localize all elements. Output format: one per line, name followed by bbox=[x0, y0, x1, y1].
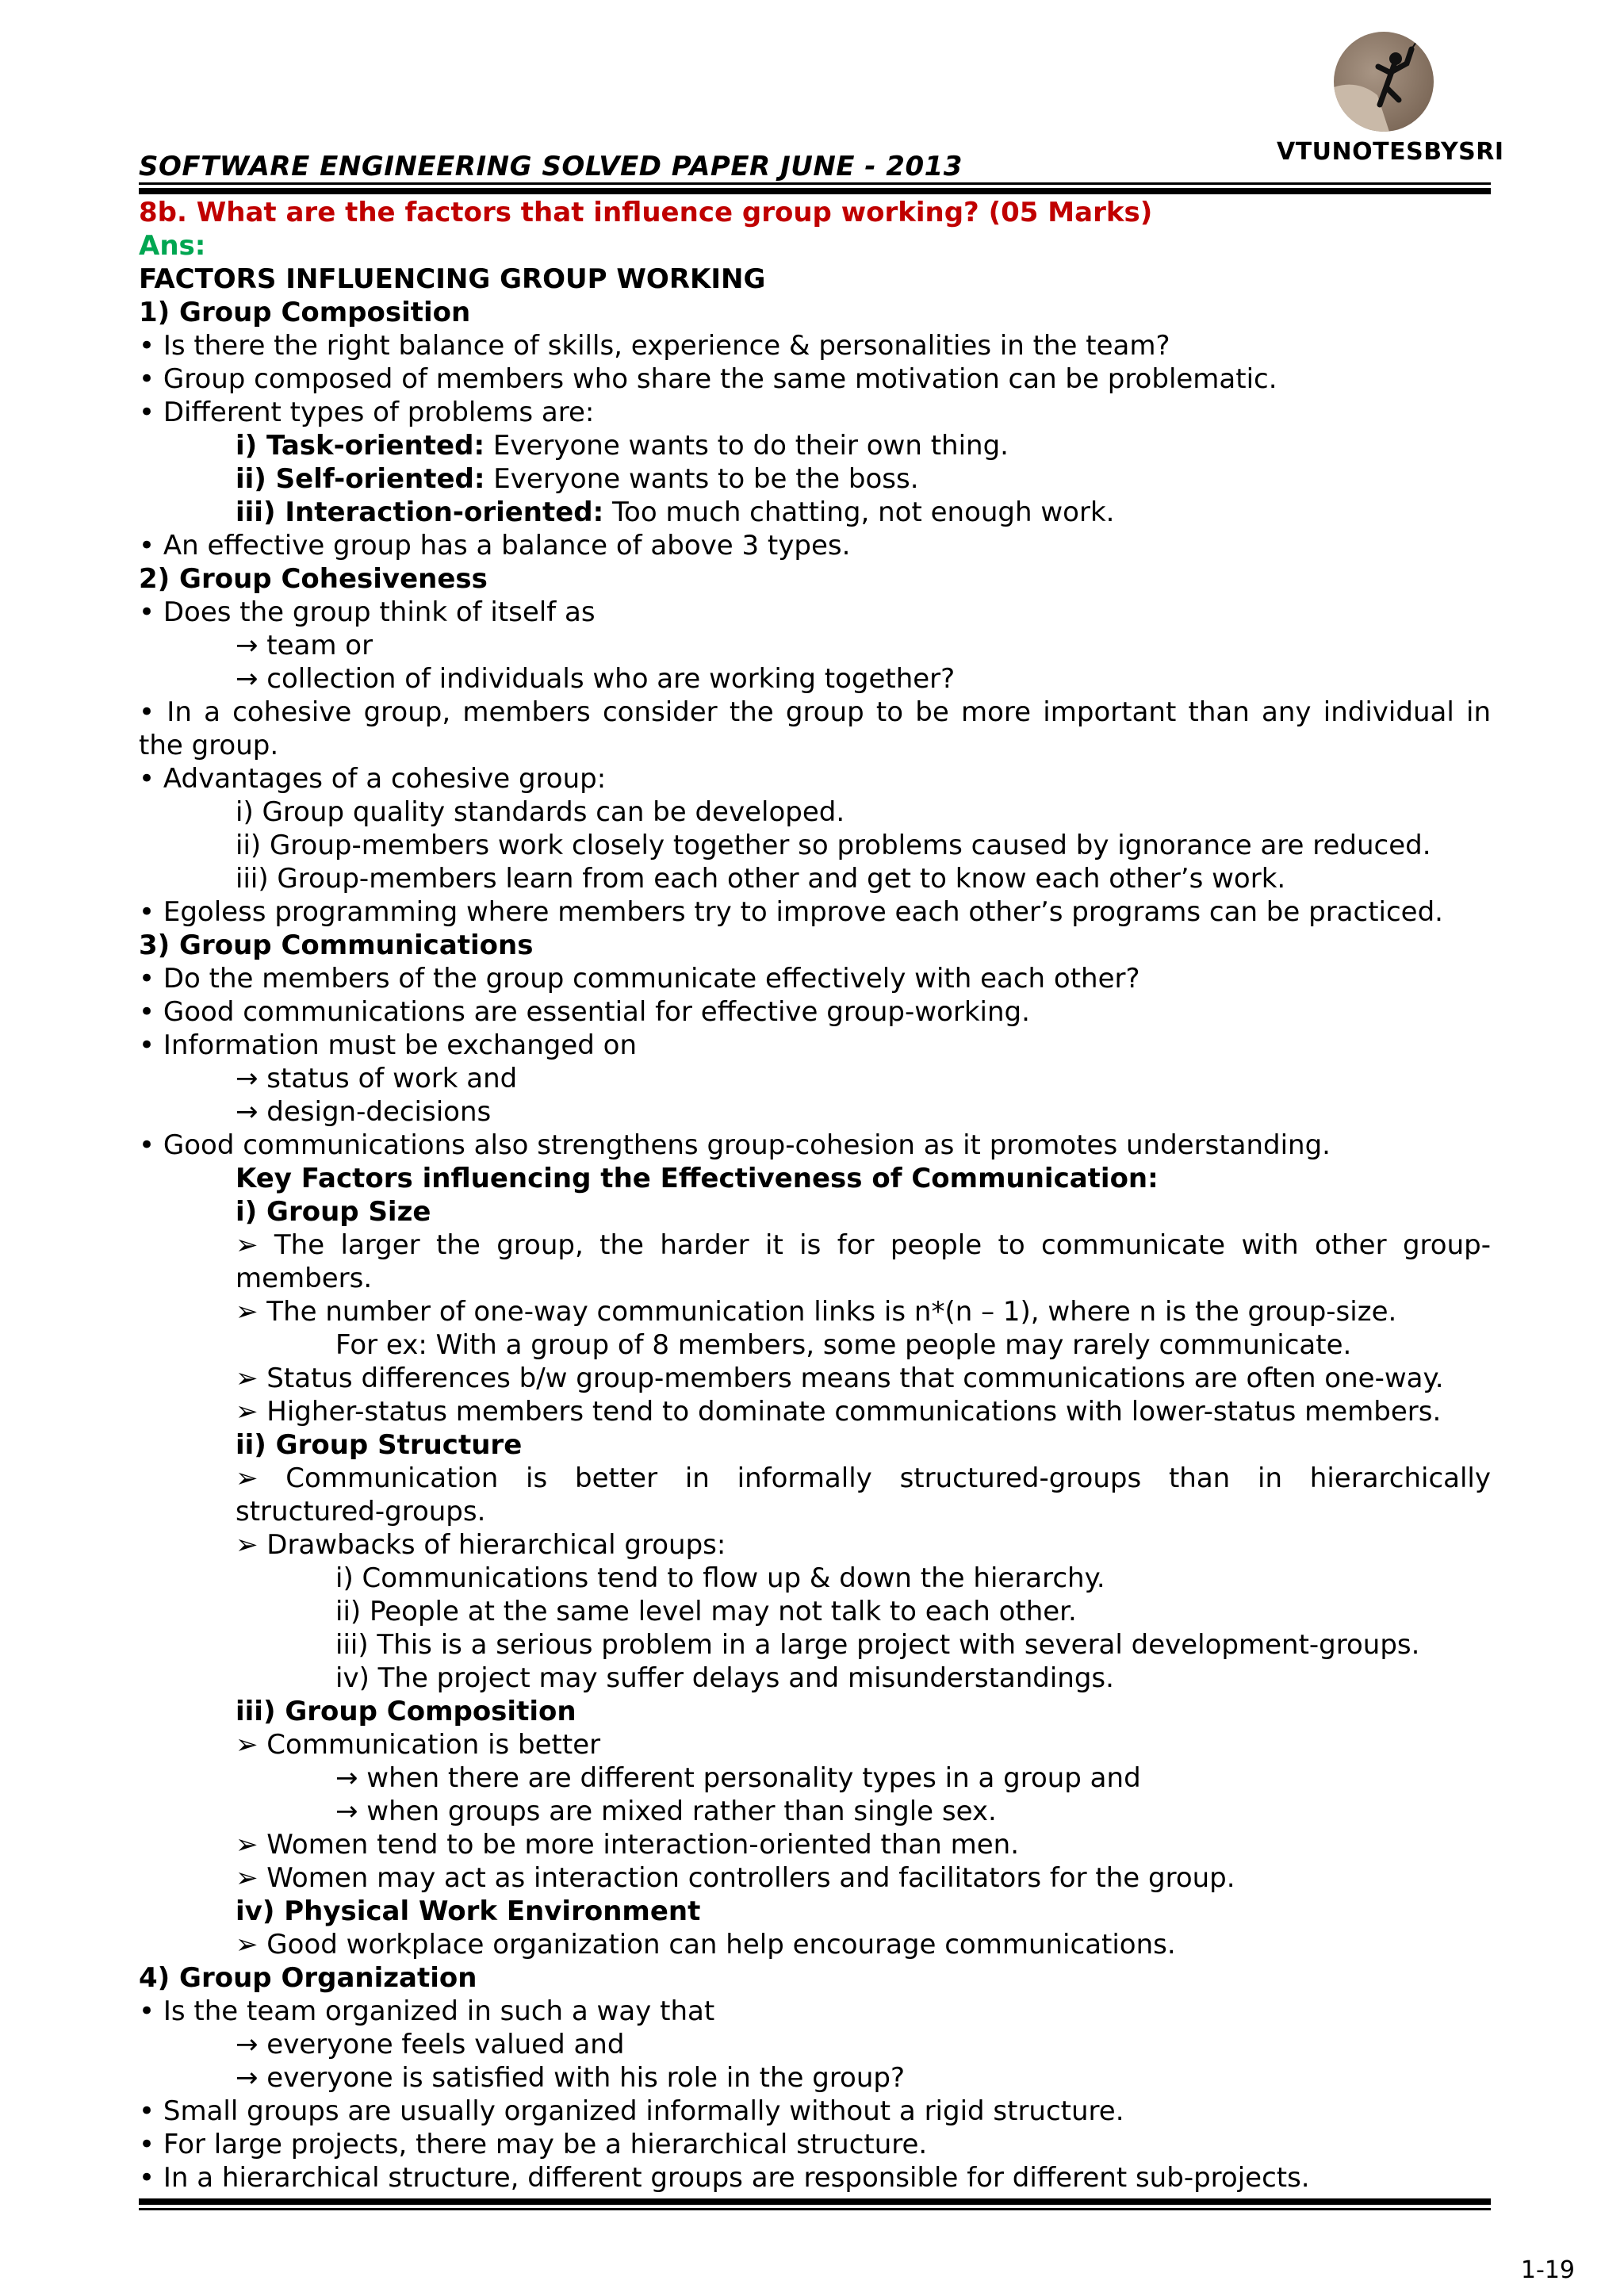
arrow-item: → team or bbox=[236, 630, 373, 661]
header-rule bbox=[139, 182, 1491, 194]
bullet-text: • Different types of problems are: bbox=[139, 397, 595, 428]
answer-label: Ans: bbox=[139, 230, 206, 262]
item-label: ii) Self-oriented: bbox=[236, 463, 485, 495]
bullet-text: • Is the team organized in such a way that bbox=[139, 1995, 715, 2027]
bullet-text: • Small groups are usually organized informally without a rigid structure. bbox=[139, 2095, 1124, 2127]
point-text: ➢ Communication is better bbox=[236, 1729, 601, 1761]
arrow-item: → everyone feels valued and bbox=[236, 2029, 625, 2060]
problem-type-item bbox=[139, 496, 1491, 529]
bullet-text: • Good communications also strengthens group-cohesion as it promotes understanding. bbox=[139, 1129, 1331, 1161]
section-heading: 2) Group Cohesiveness bbox=[139, 563, 488, 595]
example-text: For ex: With a group of 8 members, some people may rarely communicate. bbox=[335, 1329, 1352, 1361]
bullet-text: • Information must be exchanged on bbox=[139, 1029, 638, 1061]
section-main-heading: FACTORS INFLUENCING GROUP WORKING bbox=[139, 263, 766, 295]
factor-heading: iii) Group Composition bbox=[236, 1696, 576, 1727]
section-heading: 1) Group Composition bbox=[139, 297, 471, 328]
page-header bbox=[139, 32, 1504, 194]
point-text-continued: structured-groups. bbox=[236, 1496, 486, 1527]
bullet-text: • In a hierarchical structure, different groups are responsible for different sub-projects. bbox=[139, 2162, 1310, 2194]
logo-text: VTUNOTESBYSRI bbox=[1277, 138, 1504, 166]
list-item: iv) The project may suffer delays and misunderstandings. bbox=[335, 1662, 1114, 1694]
item-text: Too much chatting, not enough work. bbox=[603, 496, 1115, 528]
factor-heading: i) Group Size bbox=[236, 1196, 431, 1228]
bullet-text: • Do the members of the group communicate effectively with each other? bbox=[139, 963, 1140, 995]
arrow-item: → when there are different personality types in a group and bbox=[335, 1762, 1141, 1794]
climber-logo-icon bbox=[1334, 32, 1434, 132]
bullet-text: • Group composed of members who share the same motivation can be problematic. bbox=[139, 363, 1277, 395]
main-content bbox=[139, 196, 1491, 2194]
arrow-item: → everyone is satisfied with his role in the group? bbox=[236, 2062, 906, 2094]
point-text: ➢ Higher-status members tend to dominate communications with lower-status members. bbox=[236, 1396, 1442, 1428]
arrow-item: → status of work and bbox=[236, 1063, 518, 1094]
item-label: i) Task-oriented: bbox=[236, 430, 485, 462]
point-text: ➢ Status differences b/w group-members means that communications are often one-way. bbox=[236, 1363, 1444, 1394]
document-title: SOFTWARE ENGINEERING SOLVED PAPER JUNE - 2013 bbox=[139, 151, 963, 182]
section-heading: 3) Group Communications bbox=[139, 930, 534, 961]
arrow-item: → when groups are mixed rather than single sex. bbox=[335, 1796, 997, 1827]
list-item: iii) This is a serious problem in a large project with several development-groups. bbox=[335, 1629, 1420, 1661]
point-text: ➢ Women tend to be more interaction-oriented than men. bbox=[236, 1829, 1020, 1861]
bullet-text: • Egoless programming where members try to improve each other’s programs can be practiced. bbox=[139, 896, 1443, 928]
subsection-heading: Key Factors influencing the Effectiveness of Communication: bbox=[236, 1163, 1159, 1194]
bullet-text: • Is there the right balance of skills, experience & personalities in the team? bbox=[139, 330, 1170, 362]
item-text: Everyone wants to be the boss. bbox=[485, 463, 919, 495]
bullet-text-continued: the group. bbox=[139, 730, 279, 761]
point-text: ➢ Drawbacks of hierarchical groups: bbox=[236, 1529, 726, 1561]
list-item: i) Group quality standards can be developed. bbox=[236, 796, 845, 828]
bullet-text: • Good communications are essential for effective group-working. bbox=[139, 996, 1030, 1028]
arrow-item: → design-decisions bbox=[236, 1096, 492, 1128]
point-text: ➢ Good workplace organization can help encourage communications. bbox=[236, 1929, 1176, 1961]
list-item: i) Communications tend to flow up & down the hierarchy. bbox=[335, 1562, 1105, 1594]
bullet-text: • In a cohesive group, members consider the group to be more important than any individual in bbox=[139, 696, 1491, 728]
item-label: iii) Interaction-oriented: bbox=[236, 496, 604, 528]
bullet-text: • Advantages of a cohesive group: bbox=[139, 763, 607, 795]
factor-heading: ii) Group Structure bbox=[236, 1429, 523, 1461]
footer-rule bbox=[139, 2198, 1491, 2210]
item-text: Everyone wants to do their own thing. bbox=[485, 430, 1009, 462]
list-item: iii) Group-members learn from each other and get to know each other’s work. bbox=[236, 863, 1286, 895]
list-item: ii) People at the same level may not talk to each other. bbox=[335, 1596, 1077, 1627]
factor-heading: iv) Physical Work Environment bbox=[236, 1895, 701, 1927]
bullet-text: • An effective group has a balance of above 3 types. bbox=[139, 530, 851, 562]
list-item: ii) Group-members work closely together so problems caused by ignorance are reduced. bbox=[236, 830, 1431, 861]
point-text: ➢ Women may act as interaction controllers and facilitators for the group. bbox=[236, 1862, 1235, 1894]
arrow-item: → collection of individuals who are working together? bbox=[236, 663, 956, 695]
point-text: ➢ Communication is better in informally structured-groups than in hierarchically bbox=[236, 1462, 1491, 1494]
problem-type-item bbox=[139, 462, 1491, 496]
section-heading: 4) Group Organization bbox=[139, 1962, 477, 1994]
bullet-text: • Does the group think of itself as bbox=[139, 596, 596, 628]
point-text-continued: members. bbox=[236, 1263, 373, 1294]
logo bbox=[1277, 32, 1504, 167]
page-number: 1-19 bbox=[1520, 2256, 1575, 2284]
problem-type-item bbox=[139, 429, 1491, 462]
bullet-text: • For large projects, there may be a hierarchical structure. bbox=[139, 2129, 928, 2160]
question-heading: 8b. What are the factors that influence group working? (05 Marks) bbox=[139, 197, 1153, 228]
point-text: ➢ The larger the group, the harder it is for people to communicate with other group- bbox=[236, 1229, 1491, 1261]
point-text: ➢ The number of one-way communication links is n*(n – 1), where n is the group-size. bbox=[236, 1296, 1397, 1328]
